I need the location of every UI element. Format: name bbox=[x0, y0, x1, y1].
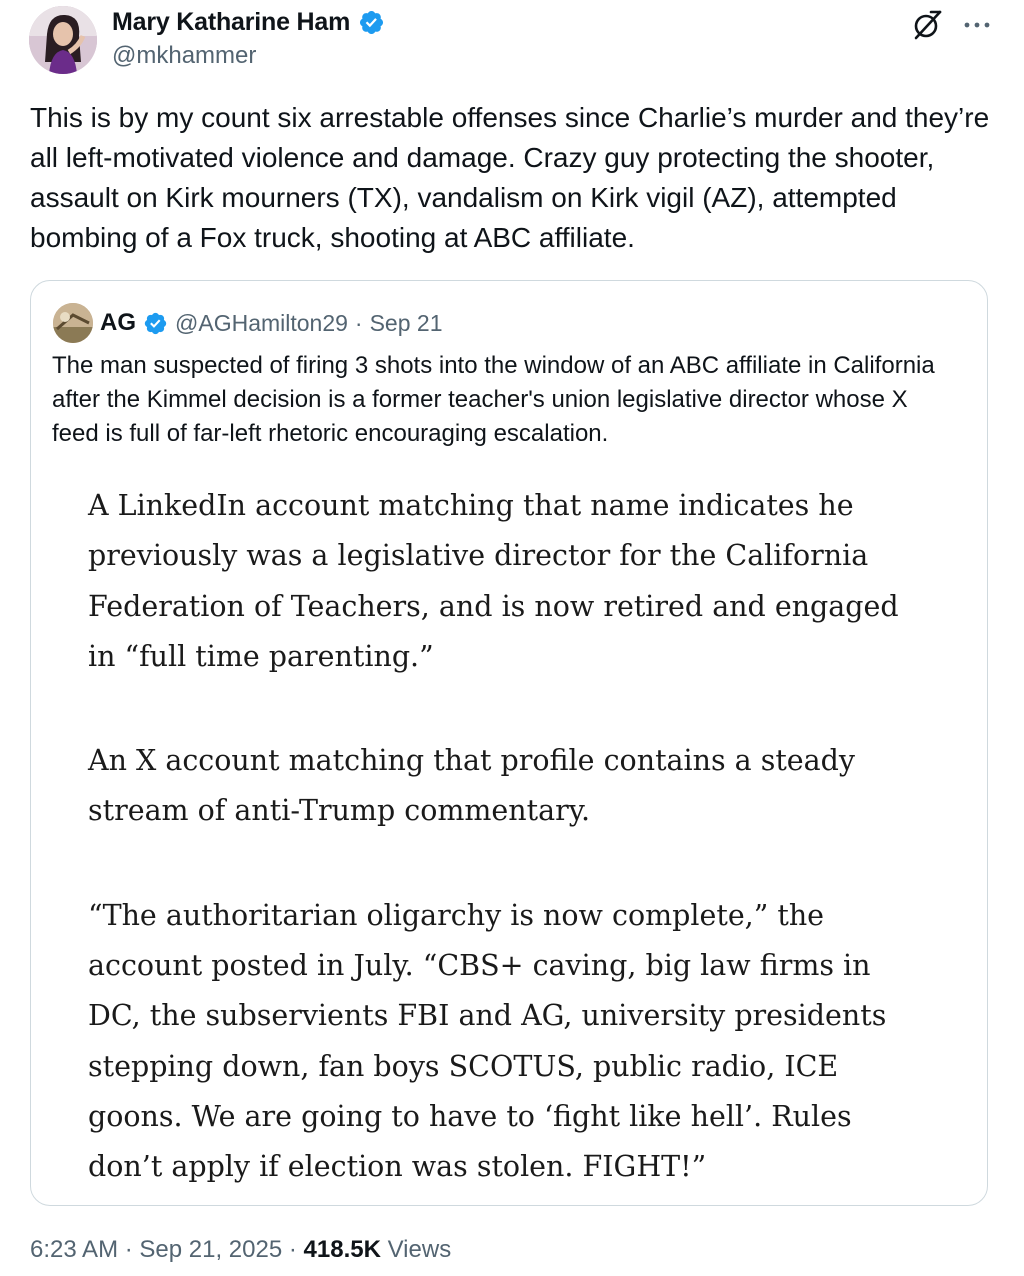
author-avatar[interactable] bbox=[29, 6, 97, 74]
quoted-author-avatar[interactable] bbox=[53, 303, 93, 343]
quoted-separator: · bbox=[354, 309, 363, 336]
quoted-author-name[interactable]: AG bbox=[100, 309, 136, 336]
author-name-row bbox=[112, 8, 385, 37]
tweet-text: This is by my count six arrestable offenses since Charlie’s murder and they’re all left-motivated violence and damage. Crazy guy protecting the shooter, assault on Kirk mourners (TX), vandalism on Kirk vigil (AZ), attempted bombing of a Fox truck, shooting at ABC affiliate. bbox=[30, 102, 990, 253]
quoted-author-avatar-image bbox=[53, 303, 93, 343]
tweet-date[interactable]: Sep 21, 2025 bbox=[139, 1236, 283, 1263]
quoted-author-handle[interactable]: @AGHamilton29 bbox=[175, 309, 348, 336]
article-paragraph: An X account matching that profile contains a steady stream of anti-Trump commentary. bbox=[88, 744, 855, 828]
top-actions bbox=[910, 8, 994, 42]
more-options-icon[interactable] bbox=[960, 8, 994, 42]
author-avatar-image bbox=[29, 6, 97, 74]
article-paragraph: “The authoritarian oligarchy is now complete,” the account posted in July. “CBS+ caving, big law firms in DC, the subservients FBI and AG, university presidents stepping down, fan boys SCOTUS, public radio, ICE goons. We are going to have to ‘fight like hell’. Rules don’t apply if election was stolen. FIGHT!” bbox=[88, 898, 887, 1184]
article-screenshot bbox=[88, 481, 928, 1247]
author-name[interactable]: Mary Katharine Ham bbox=[112, 8, 351, 36]
verified-badge-icon[interactable] bbox=[358, 9, 385, 36]
quoted-tweet[interactable] bbox=[30, 280, 988, 1206]
meta-separator: · bbox=[124, 1236, 133, 1263]
meta-separator: · bbox=[288, 1236, 297, 1263]
article-paragraph: A LinkedIn account matching that name indicates he previously was a legislative director for the California Federation of Teachers, and is now retired and engaged in “full time parenting.” bbox=[88, 489, 899, 673]
quoted-tweet-header bbox=[53, 303, 443, 343]
quoted-tweet-text: The man suspected of firing 3 shots into the window of an ABC affiliate in California after the Kimmel decision is a former teacher's union legislative director whose X feed is full of far-left rhetoric encouraging escalation. bbox=[52, 352, 935, 447]
quoted-verified-badge-icon[interactable] bbox=[143, 311, 168, 336]
tweet-meta bbox=[30, 1236, 451, 1264]
tweet-time[interactable]: 6:23 AM bbox=[30, 1236, 119, 1263]
author-handle[interactable]: @mkhammer bbox=[112, 42, 257, 69]
grok-icon[interactable] bbox=[910, 8, 944, 42]
views-label: Views bbox=[387, 1236, 452, 1263]
views-count: 418.5K bbox=[303, 1236, 381, 1263]
quoted-date[interactable]: Sep 21 bbox=[369, 309, 443, 336]
